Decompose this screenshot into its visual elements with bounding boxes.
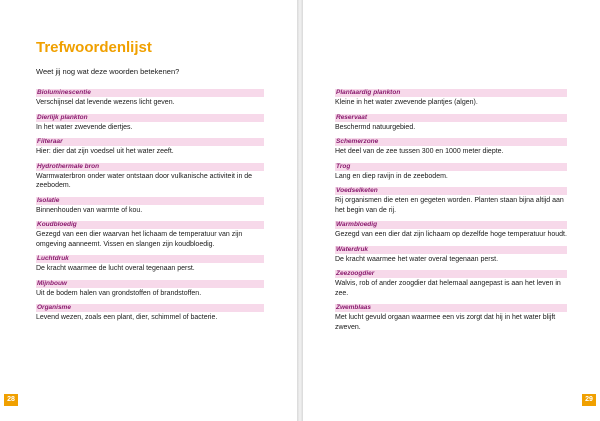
glossary-entry xyxy=(335,114,567,133)
glossary-entry xyxy=(335,270,567,298)
glossary-entry xyxy=(335,187,567,215)
right-page xyxy=(303,0,600,421)
glossary-entry xyxy=(335,138,567,157)
left-page xyxy=(0,0,297,421)
page-title: Trefwoordenlijst xyxy=(36,39,152,56)
glossary-term: Luchtdruk xyxy=(36,255,264,263)
glossary-entry xyxy=(36,138,264,157)
glossary-term: Reservaat xyxy=(335,114,567,122)
glossary-entry xyxy=(335,221,567,240)
glossary-definition: De kracht waarmee het water overal tegenaan perst. xyxy=(335,255,499,263)
intro-text: Weet jij nog wat deze woorden betekenen? xyxy=(36,67,180,76)
glossary-entry xyxy=(36,197,264,216)
glossary-term: Zeezoogdier xyxy=(335,270,567,278)
glossary-definition: De kracht waarmee de lucht overal tegenaan perst. xyxy=(36,265,195,272)
glossary-definition: Walvis, rob of ander zoogdier dat helemaal aangepast is aan het leven in zee. xyxy=(335,280,561,297)
glossary-term: Mijnbouw xyxy=(36,280,264,288)
glossary-definition: Lang en diep ravijn in de zeebodem. xyxy=(335,172,448,180)
glossary-definition: Hier: dier dat zijn voedsel uit het water zeeft. xyxy=(36,148,174,155)
glossary-term: Hydrothermale bron xyxy=(36,163,264,171)
page-number-badge: 28 xyxy=(4,394,18,406)
glossary-term: Waterdruk xyxy=(335,246,567,254)
glossary-entry xyxy=(335,89,567,108)
glossary-term: Plantaardig plankton xyxy=(335,89,567,97)
glossary-term: Isolatie xyxy=(36,197,264,205)
glossary-term: Warmbloedig xyxy=(335,221,567,229)
glossary-term: Trog xyxy=(335,163,567,171)
glossary-entry xyxy=(36,221,264,249)
glossary-entry xyxy=(335,304,567,332)
glossary-definition: Het deel van de zee tussen 300 en 1000 meter diepte. xyxy=(335,148,504,155)
glossary-entry xyxy=(36,114,264,133)
glossary-definition: Rij organismen die eten en gegeten worden. Planten staan bijna altijd aan het begin van de rij. xyxy=(335,197,564,214)
glossary-definition: Met lucht gevuld orgaan waarmee een vis zorgt dat hij in het water blijft zweven. xyxy=(335,314,556,331)
glossary-definition: Beschermd natuurgebied. xyxy=(335,123,416,131)
glossary-definition: Warmwaterbron onder water ontstaan door vulkanische activiteit in de zeebodem. xyxy=(36,172,253,189)
glossary-term: Dierlijk plankton xyxy=(36,114,264,122)
glossary-entry xyxy=(335,163,567,182)
page-number-badge: 29 xyxy=(582,394,596,406)
glossary-entry xyxy=(335,246,567,265)
glossary-entry xyxy=(36,255,264,274)
glossary-entry xyxy=(36,163,264,191)
glossary-definition: In het water zwevende diertjes. xyxy=(36,123,133,131)
glossary-list-right xyxy=(335,89,567,338)
glossary-term: Schemerzone xyxy=(335,138,567,146)
glossary-term: Voedselketen xyxy=(335,187,567,195)
glossary-term: Filteraar xyxy=(36,138,264,146)
glossary-term: Bioluminescentie xyxy=(36,89,264,97)
glossary-definition: Uit de bodem halen van grondstoffen of brandstoffen. xyxy=(36,289,202,297)
glossary-definition: Levend wezen, zoals een plant, dier, schimmel of bacterie. xyxy=(36,314,218,321)
glossary-entry xyxy=(36,280,264,299)
glossary-definition: Gezegd van een dier dat zijn lichaam op dezelfde hoge temperatuur houdt. xyxy=(335,231,567,238)
glossary-list-left xyxy=(36,89,264,329)
glossary-term: Koudbloedig xyxy=(36,221,264,229)
glossary-definition: Binnenhouden van warmte of kou. xyxy=(36,206,143,214)
glossary-term: Zwemblaas xyxy=(335,304,567,312)
glossary-definition: Verschijnsel dat levende wezens licht geven. xyxy=(36,99,175,106)
glossary-definition: Kleine in het water zwevende plantjes (algen). xyxy=(335,99,478,106)
glossary-entry xyxy=(36,89,264,108)
glossary-entry xyxy=(36,304,264,323)
glossary-definition: Gezegd van een dier waarvan het lichaam de temperatuur van zijn omgeving aanneemt. Vissen en slangen zijn koudbloedig. xyxy=(36,231,243,248)
glossary-term: Organisme xyxy=(36,304,264,312)
